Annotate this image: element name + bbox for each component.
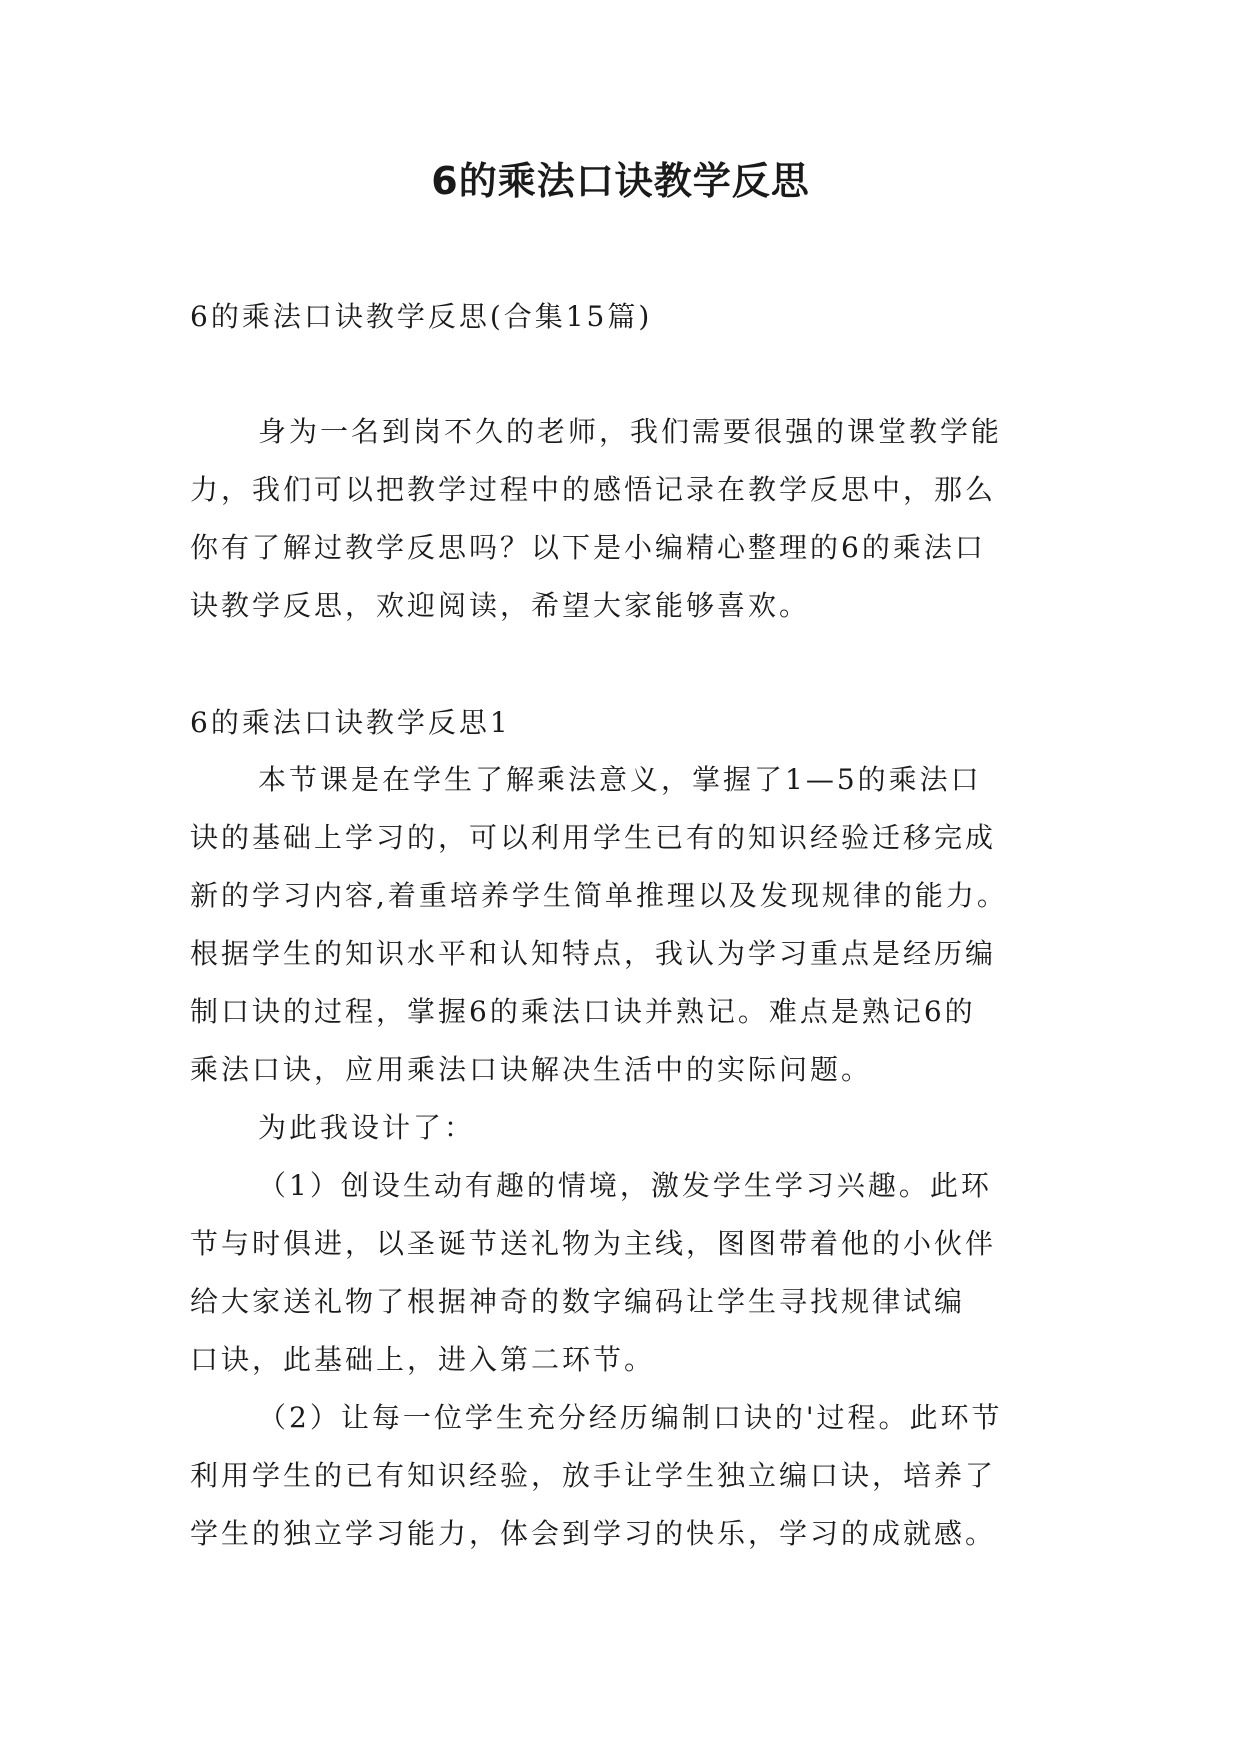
- body-line: 口诀，此基础上，进入第二环节。: [190, 1343, 656, 1376]
- intro-line: 身为一名到岗不久的老师，我们需要很强的课堂教学能: [258, 415, 1003, 448]
- body-line: 制口诀的过程，掌握6的乘法口诀并熟记。难点是熟记6的: [190, 995, 976, 1028]
- body-line: 新的学习内容,着重培养学生简单推理以及发现规律的能力。: [190, 879, 1008, 912]
- body-line: 根据学生的知识水平和认知特点，我认为学习重点是经历编: [190, 937, 997, 970]
- section-heading: 6的乘法口诀教学反思1: [190, 706, 511, 739]
- body-line: 乘法口诀，应用乘法口诀解决生活中的实际问题。: [190, 1053, 873, 1086]
- intro-line: 诀教学反思，欢迎阅读，希望大家能够喜欢。: [190, 589, 811, 622]
- body-line: （1）创设生动有趣的情境，激发学生学习兴趣。此环: [258, 1169, 992, 1202]
- body-line: 节与时俱进，以圣诞节送礼物为主线，图图带着他的小伙伴: [190, 1227, 997, 1260]
- body-line: 利用学生的已有知识经验，放手让学生独立编口诀，培养了: [190, 1459, 997, 1492]
- body-line: 为此我设计了：: [258, 1111, 476, 1144]
- body-line: 诀的基础上学习的，可以利用学生已有的知识经验迁移完成: [190, 821, 997, 854]
- body-line: （2）让每一位学生充分经历编制口诀的'过程。此环节: [258, 1401, 1003, 1434]
- intro-line: 力，我们可以把教学过程中的感悟记录在教学反思中，那么: [190, 473, 997, 506]
- document-title: 6的乘法口诀教学反思: [431, 159, 810, 203]
- body-line: 给大家送礼物了根据神奇的数字编码让学生寻找规律试编: [190, 1285, 966, 1318]
- body-line: 本节课是在学生了解乘法意义，掌握了1—5的乘法口: [258, 763, 982, 796]
- body-line: 学生的独立学习能力，体会到学习的快乐，学习的成就感。: [190, 1517, 997, 1550]
- document-subtitle: 6的乘法口诀教学反思(合集15篇): [190, 300, 653, 333]
- intro-line: 你有了解过教学反思吗？以下是小编精心整理的6的乘法口: [190, 531, 986, 564]
